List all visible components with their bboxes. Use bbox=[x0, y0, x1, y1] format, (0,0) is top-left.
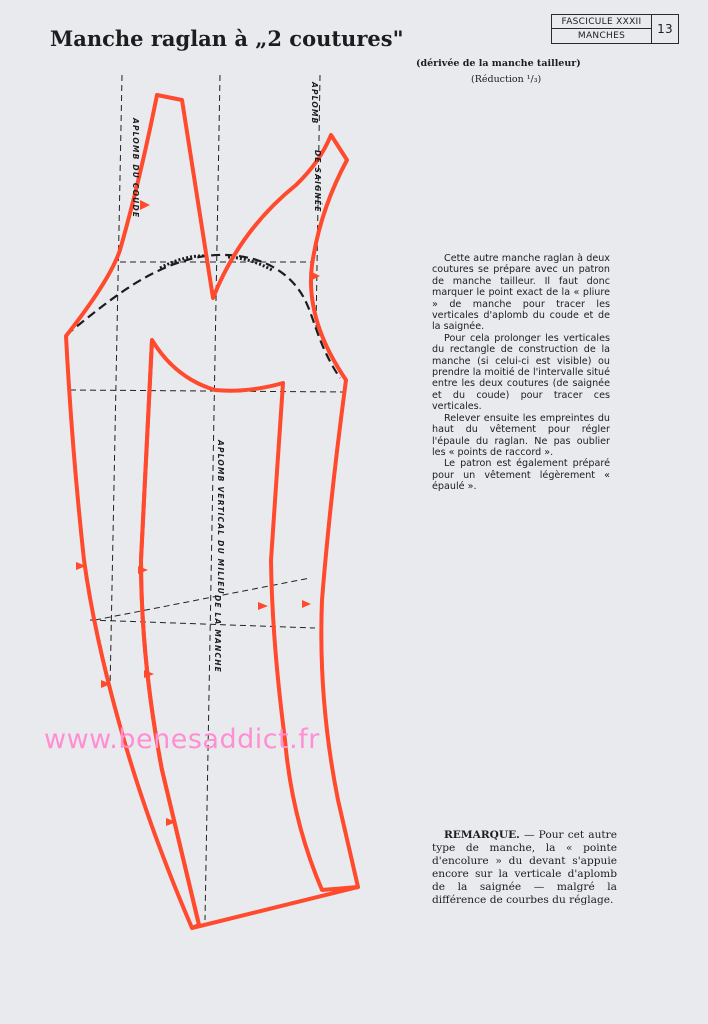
label-aplomb-coude: APLOMB DU COUDE bbox=[131, 118, 140, 219]
page-number: 13 bbox=[657, 22, 673, 36]
body-paragraph: Relever ensuite les empreintes du haut du vêtement pour régler l'épaule du raglan. Ne pas oublier les « points de raccord ». bbox=[432, 412, 610, 458]
label-aplomb-milieu-1: APLOMB VERTICAL DU MILIEU bbox=[216, 440, 225, 595]
remarque-note bbox=[432, 829, 617, 907]
label-aplomb-milieu-2: DE LA MANCHE bbox=[213, 595, 222, 674]
guide-aplomb-coude bbox=[110, 75, 122, 690]
reduction-note: (Réduction ¹/₃) bbox=[471, 74, 542, 85]
page-subtitle: (dérivée de la manche tailleur) bbox=[416, 58, 581, 69]
raglan-sleeve-outline bbox=[66, 95, 358, 928]
remarque-text: — Pour cet autre type de manche, la « pointe d'encolure » du devant s'appuie encore sur la verticale d'aplomb de la saignée — malgré la différence de courbes du réglage. bbox=[432, 829, 617, 906]
body-paragraph: Pour cela prolonger les verticales du rectangle de construction de la manche (si celui-ci est visible) ou prendre la moitié de l'intervalle situé entre les deux coutures (de saignée et du coude) pour tracer ces verticales. bbox=[432, 332, 610, 413]
label-aplomb-saignee-1: APLOMB bbox=[310, 82, 319, 125]
guide-horizontal-mid bbox=[70, 390, 346, 392]
page-title: Manche raglan à „2 coutures" bbox=[50, 26, 404, 51]
body-paragraph: Le patron est également préparé pour un vêtement légèrement « épaulé ». bbox=[432, 458, 610, 493]
hem-line bbox=[192, 887, 358, 928]
remarque-label: REMARQUE. bbox=[444, 829, 520, 841]
label-aplomb-saignee-2: DE SAIGNÉE bbox=[313, 150, 322, 213]
under-sleeve-seam bbox=[141, 340, 199, 925]
body-text bbox=[432, 253, 610, 493]
notch-1 bbox=[140, 200, 150, 210]
watermark: www.benesaddict.fr bbox=[44, 724, 320, 755]
body-paragraph: Cette autre manche raglan à deux coutures se prépare avec un patron de manche tailleur. Il faut donc marquer le point exact de la « pliure » de manche pour tracer les verticales d'aplomb du coude et de la saignée. bbox=[432, 253, 610, 333]
guide-horizontal-elbow bbox=[90, 620, 315, 628]
guide-diagonal-elbow bbox=[95, 578, 310, 620]
notch-2 bbox=[312, 272, 320, 280]
notch-5 bbox=[258, 602, 268, 610]
fascicule-label: FASCICULE XXXII bbox=[552, 15, 652, 29]
section-label: MANCHES bbox=[552, 29, 652, 43]
notch-6 bbox=[302, 600, 311, 608]
